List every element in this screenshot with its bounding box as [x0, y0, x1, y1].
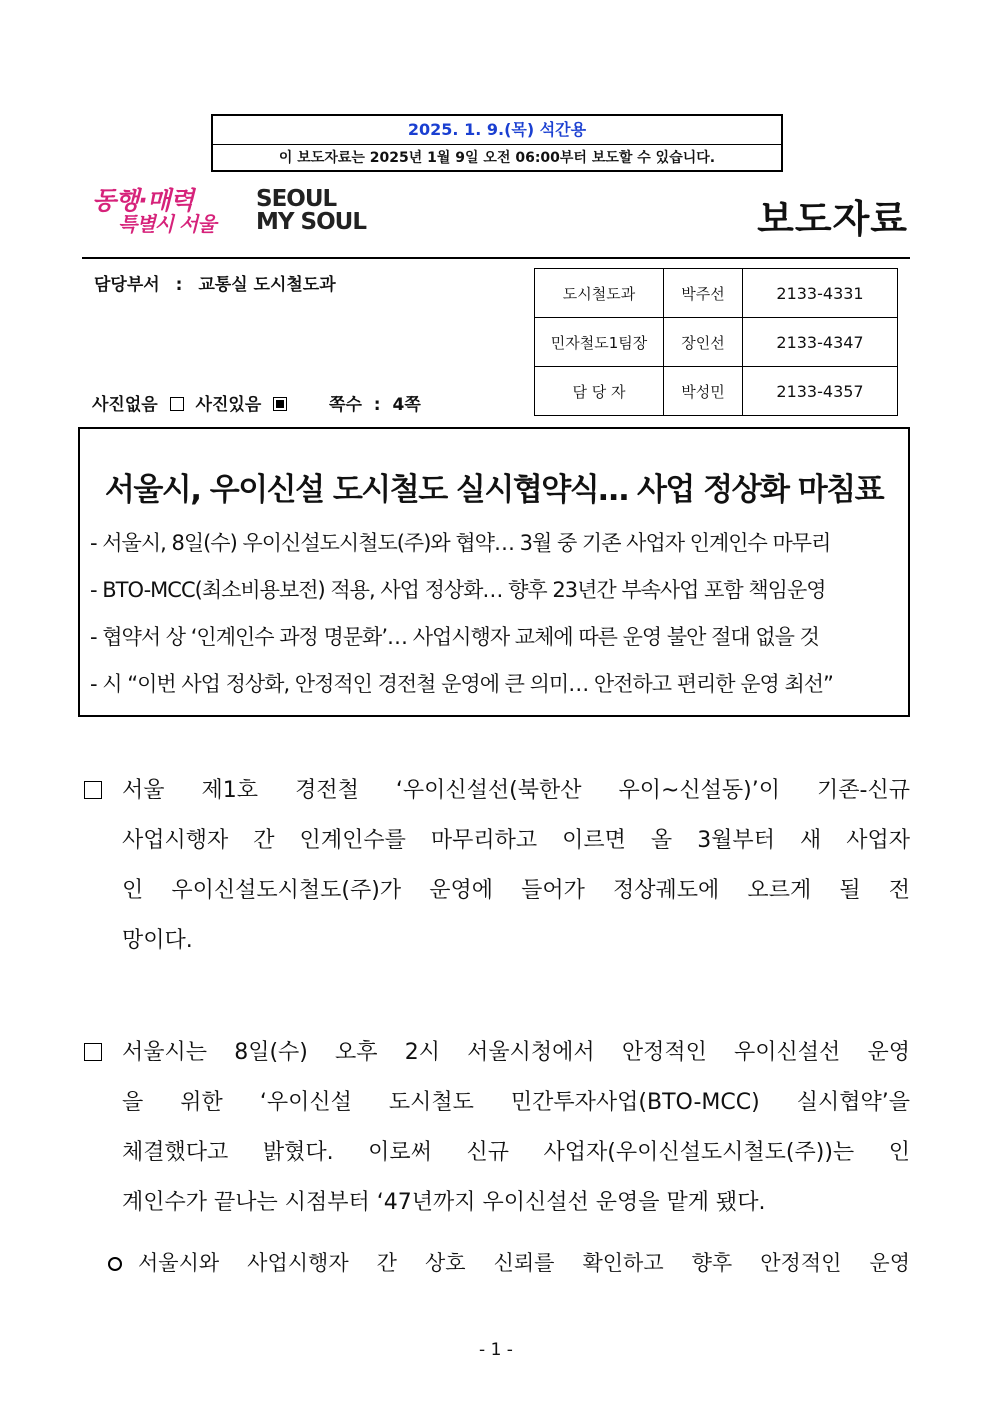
document-type-title: 보도자료	[757, 197, 908, 241]
headline-box	[78, 427, 910, 717]
no-photo-checkbox	[170, 397, 184, 411]
release-date: 2025. 1. 9.(목) 석간용	[213, 116, 781, 145]
has-photo-label: 사진있음	[195, 395, 262, 415]
slogan-line2: 특별시 서울	[118, 212, 216, 237]
contact-phone: 2133-4331	[743, 269, 898, 318]
department-value: 교통실 도시철도과	[198, 275, 336, 295]
body-paragraph-1	[84, 766, 910, 966]
square-bullet-icon	[84, 1043, 102, 1061]
paragraph-line: 인 우이신설도시철도(주)가 운영에 들어가 정상궤도에 오르게 될 전	[122, 878, 910, 903]
contact-phone: 2133-4347	[743, 318, 898, 367]
contact-role: 담 당 자	[535, 367, 664, 416]
brand-line2: MY SOUL	[256, 209, 366, 235]
square-bullet-icon	[84, 781, 102, 799]
circle-bullet-icon	[108, 1257, 122, 1271]
contact-role: 도시철도과	[535, 269, 664, 318]
paragraph-line: 체결했다고 밝혔다. 이로써 신규 사업자(우이신설도시철도(주))는 인	[122, 1140, 910, 1165]
paragraph-line: 을 위한 ‘우이신설 도시철도 민간투자사업(BTO-MCC) 실시협약’을	[122, 1090, 910, 1115]
header-divider	[82, 257, 910, 259]
headline-sub-4: - 시 “이번 사업 정상화, 안정적인 경전철 운영에 큰 의미… 안전하고 편리한 운영 최선”	[90, 672, 833, 696]
brand-line1: SEOUL	[256, 186, 337, 212]
headline-sub-3: - 협약서 상 ‘인계인수 과정 명문화’… 사업시행자 교체에 따른 운영 불안 절대 없을 것	[90, 625, 819, 649]
has-photo-checkbox	[273, 397, 287, 411]
page-number: - 1 -	[479, 1340, 513, 1360]
pages-label: 쪽수	[329, 395, 362, 415]
photo-page-info	[92, 390, 427, 415]
seoul-slogan-logo	[92, 188, 216, 235]
sub-bullet-text: 서울시와 사업시행자 간 상호 신뢰를 확인하고 향후 안정적인 운영	[138, 1251, 910, 1275]
headline-sub-2: - BTO-MCC(최소비용보전) 적용, 사업 정상화… 향후 23년간 부속사업 포함 책임운영	[90, 578, 826, 602]
headline-sub-1: - 서울시, 8일(수) 우이신설도시철도(주)와 협약… 3월 중 기존 사업자 인계인수 마무리	[90, 531, 831, 555]
embargo-box	[211, 114, 783, 172]
embargo-notice: 이 보도자료는 2025년 1월 9일 오전 06:00부터 보도할 수 있습니다.	[278, 150, 716, 166]
pages-value: 4쪽	[392, 395, 421, 415]
contact-name: 박성민	[664, 367, 743, 416]
table-row	[535, 269, 898, 318]
slogan-line1: 동행·매력	[92, 186, 194, 215]
sub-bullet	[108, 1247, 910, 1277]
no-photo-label: 사진없음	[92, 395, 158, 415]
department-sep: :	[175, 275, 183, 295]
seoul-my-soul-logo	[256, 188, 366, 234]
paragraph-line: 서울 제1호 경전철 ‘우이신설선(북한산 우이~신설동)’이 기존-신규	[122, 778, 910, 803]
pages-sep: :	[373, 395, 381, 415]
department-label: 담당부서	[94, 275, 160, 295]
contact-phone: 2133-4357	[743, 367, 898, 416]
paragraph-line: 서울시는 8일(수) 오후 2시 서울시청에서 안정적인 우이신설선 운영	[122, 1040, 910, 1065]
paragraph-line: 망이다.	[122, 928, 193, 953]
department-line	[94, 270, 346, 295]
contact-role: 민자철도1팀장	[535, 318, 664, 367]
contact-name: 장인선	[664, 318, 743, 367]
table-row	[535, 367, 898, 416]
table-row	[535, 318, 898, 367]
headline-title: 서울시, 우이신설 도시철도 실시협약식… 사업 정상화 마침표	[104, 472, 884, 508]
contact-table	[534, 268, 898, 416]
paragraph-line: 계인수가 끝나는 시점부터 ‘47년까지 우이신설선 운영을 맡게 됐다.	[122, 1190, 766, 1215]
contact-name: 박주선	[664, 269, 743, 318]
body-paragraph-2	[84, 1028, 910, 1228]
paragraph-line: 사업시행자 간 인계인수를 마무리하고 이르면 올 3월부터 새 사업자	[122, 828, 910, 853]
